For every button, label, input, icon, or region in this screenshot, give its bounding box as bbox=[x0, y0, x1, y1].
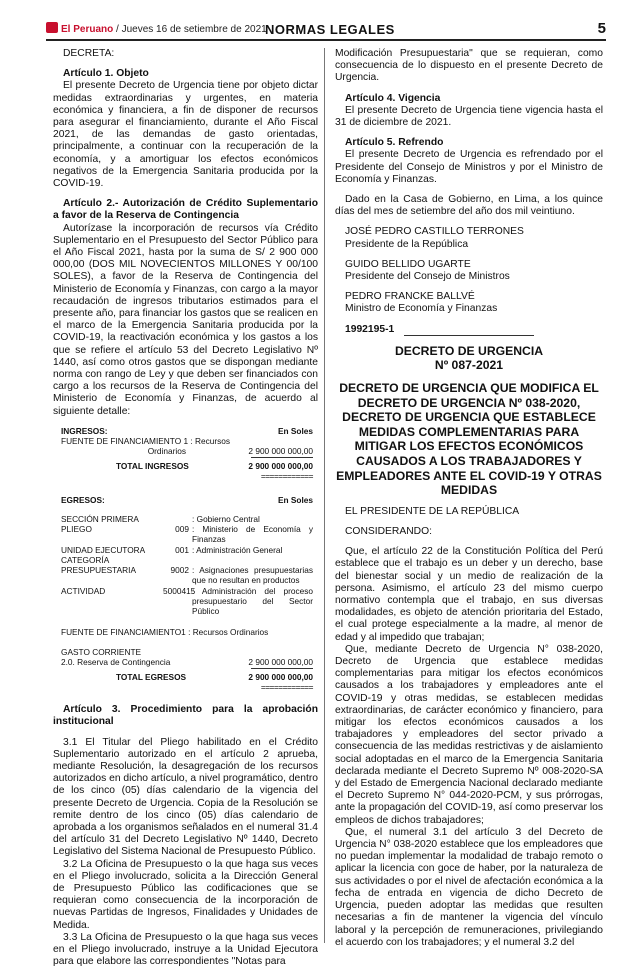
art1-title: Artículo 1. Objeto bbox=[63, 68, 149, 80]
ingresos-label: INGRESOS: bbox=[61, 425, 108, 436]
presidente-label: EL PRESIDENTE DE LA REPÚBLICA bbox=[345, 505, 520, 517]
brand-name: El Peruano bbox=[61, 24, 114, 35]
art3-2: 3.2 La Oficina de Presupuesto o la que haga sus veces en el Pliego involucrado, solicita a la Dirección General de Presupuesto Público las codificaciones que se requieran como consecuencia de la incorporación de nuevas Partidas de Ingresos, Finalidades y Unidades de Medida. bbox=[53, 858, 318, 931]
signer-2-role: Presidente del Consejo de Ministros bbox=[345, 271, 510, 283]
art4-title: Artículo 4. Vigencia bbox=[345, 92, 441, 104]
signer-3-name: PEDRO FRANCKE BALLVÉ bbox=[345, 291, 475, 303]
decreta-label: DECRETA: bbox=[63, 48, 115, 59]
reserva-contingencia: 2.0. Reserva de Contingencia bbox=[61, 657, 171, 668]
newspaper-logo-icon bbox=[46, 22, 58, 33]
total-egresos: 2 900 000 000,00 bbox=[248, 671, 313, 682]
art5-title: Artículo 5. Refrendo bbox=[345, 137, 444, 149]
eg-k1: PLIEGO bbox=[61, 523, 92, 534]
header-left bbox=[46, 22, 267, 35]
ingresos-eqline: ============ bbox=[260, 471, 313, 482]
egresos-fuente: FUENTE DE FINANCIAMIENTO1 : Recursos Ordinarios bbox=[61, 626, 269, 637]
du-title: DECRETO DE URGENCIA bbox=[394, 343, 544, 358]
art3-3: 3.3 La Oficina de Presupuesto o la que haga sus veces en el Pliego involucrado, instruye a la Unidad Ejecutora para que elabore las correspondientes "Notas para bbox=[53, 931, 318, 968]
right-column bbox=[335, 48, 603, 949]
publication-code: 1992195-1 bbox=[345, 323, 395, 335]
art3-1: 3.1 El Titular del Pliego habilitado en el Crédito Suplementario autorizado en el artículo 2 aprueba, mediante Resolución, la desagregación de los recursos autorizados en dicho artículo, a nivel programático, dentro de los cinco (05) días calendario de la vigencia del presente Decreto de Urgencia. Copia de la Resolución se remite dentro de los cinco (05) días calendario de aprobada a los organismos señalados en el numeral 31.4 del artículo 31 del Decreto Legislativo Nº 1440, Decreto Legislativo del Sistema Nacional de Presupuesto Público. bbox=[53, 736, 319, 858]
egresos-sum-line bbox=[251, 668, 313, 669]
ingresos-fuente: FUENTE DE FINANCIAMIENTO 1 : Recursos bbox=[61, 436, 231, 447]
art3-title: Artículo 3. Procedimiento para la aprobación institucional bbox=[53, 704, 318, 728]
art5-body: El presente Decreto de Urgencia es refrendado por el Presidente del Consejo de Ministros y por el Ministro de Economía y Finanzas. bbox=[335, 149, 603, 185]
issue-date: / Jueves 16 de setiembre de 2021 bbox=[116, 24, 267, 35]
art2-body: Autorízase la incorporación de recursos vía Crédito Suplementario en el Presupuesto del Sector Público para el Año Fiscal 2021, hasta por la suma de S/ 2 900 000 000,00 (DOS MIL NOVECIENTOS MILLONES Y 00/100 SOLES), a favor de la Reserva de Contingencia del Ministerio de Economía y Finanzas, con cargo a la mayor recaudación de ingresos tributarios estimados para el presente año, para financiar los gastos que se realicen en el marco de la Emergencia Sanitaria producida por la COVID-19, la reactivación económica y los gastos a los que se refiere el artículo 53 del Decreto Legislativo Nº 1440, así como otros gastos que se dispongan mediante norma con rango de Ley y que deben ser financiados con cargo a los recursos de la Reserva de Contingencia del Ministerio de Economía y Finanzas, de acuerdo al siguiente detalle: bbox=[53, 222, 318, 417]
considerando-1: Que, el artículo 22 de la Constitución Política del Perú establece que el trabajo es un deber y un derecho, base del bienestar social y un medio de realización de la persona. Asimismo, el artículo 23 del mismo cuerpo normativo contempla que el trabajo, en sus diversas modalidades, es objeto de atención prioritaria del Estado, el cual protege especialmente a la madre, al menor de edad y al impedido que trabajan; bbox=[335, 546, 603, 643]
signer-3-role: Ministro de Economía y Finanzas bbox=[345, 303, 498, 315]
total-ingresos-label: TOTAL INGRESOS bbox=[116, 460, 189, 471]
eg-k2: UNIDAD EJECUTORA bbox=[61, 544, 146, 555]
signer-2-name: GUIDO BELLIDO UGARTE bbox=[345, 258, 471, 270]
section-title: NORMAS LEGALES bbox=[265, 22, 395, 37]
considerando-2: Que, mediante Decreto de Urgencia N° 038-2020, Decreto de Urgencia que establece medidas complementarias para mitigar los efectos económicos causados a los trabajadores y empleadores ante el COVID-19 y otras medidas, se establecen medidas extraordinarias, de carácter económico y financiero, para mitigar los efectos económicos causados a los trabajadores y empleadores del sector privado a consecuencia de las medidas restrictivas y de aislamiento social adoptadas en el marco de la Emergencia Sanitaria declarada mediante el Decreto Supremo Nº 008-2020-SA y del Estado de Emergencia Nacional declarado mediante el Decreto Supremo N° 044-2020-PCM, y sus prórrogas, ante la propagación del COVID-19, así como preservar los empleos de dichos trabajadores; bbox=[335, 643, 603, 826]
egresos-amount: 2 900 000 000,00 bbox=[248, 657, 313, 668]
art4-body: El presente Decreto de Urgencia tiene vigencia hasta el 31 de diciembre de 2021. bbox=[335, 104, 603, 129]
gasto-corriente: GASTO CORRIENTE bbox=[61, 646, 142, 657]
page-number: 5 bbox=[597, 20, 606, 37]
page-header bbox=[46, 22, 606, 40]
total-ingresos: 2 900 000 000,00 bbox=[248, 460, 313, 471]
considerando-label: CONSIDERANDO: bbox=[345, 526, 432, 537]
art1-body: El presente Decreto de Urgencia tiene por objeto dictar medidas extraordinarias y urgentes, en materia económica y financiera, a fin de disponer de recursos para asegurar el financiamiento, durante el Año Fiscal 2021, de las demandas de gasto orientadas, principalmente, a continuar con la recuperación de la economía, y a amortiguar los efectos económicos negativos de la Emergencia Sanitaria producida por la COVID-19. bbox=[53, 80, 318, 190]
eg-k3: CATEGORÍA bbox=[61, 554, 110, 565]
du-heading: DECRETO DE URGENCIA QUE MODIFICA EL DECRETO DE URGENCIA Nº 038-2020, DECRETO DE URGENCIA QUE ESTABLECE MEDIDAS COMPLEMENTARIAS PARA MITIGAR LOS EFECTOS ECONÓMICOS CAUSADOS A LOS TRABAJADORES Y EMPLEADORES ANTE EL COVID-19 Y OTRAS MEDIDAS bbox=[336, 381, 602, 498]
eg-k5: ACTIVIDAD bbox=[61, 585, 106, 596]
continuation: Modificación Presupuestaria" que se requieran, como consecuencia de lo dispuesto en el presente Decreto de Urgencia. bbox=[335, 48, 603, 84]
ingresos-sum-line bbox=[251, 457, 313, 458]
ingresos-ordinarios: Ordinarios bbox=[147, 446, 186, 457]
header-rule bbox=[46, 39, 606, 41]
dado-en-lima: Dado en la Casa de Gobierno, en Lima, a los quince días del mes de setiembre del año dos mil veintiuno. bbox=[335, 194, 603, 218]
signer-1-name: JOSÉ PEDRO CASTILLO TERRONES bbox=[345, 226, 524, 238]
ingresos-table: INGRESOS: En Soles FUENTE DE FINANCIAMIENTO 1 : Recursos Ordinarios 2 900 000 000,00 TOTAL INGRESOS 2 900 000 000,00 ============ EGRESOS: En Soles SECCIÓN PRIMERA : Gobierno Central PLIEGO 009 : Ministerio de Economía y Finanzas UNIDAD EJECUTORA 001 : Administración General CATEGORÍA PRESUPUESTARIA 9002 : Asignaciones presupuestarias que no resultan en productos ACTIVIDAD 5000415 : Administración del proceso presupuestario del Sector Público FUENTE DE FINANCIAMIENTO1 : Recursos Ordinarios GASTO CORRIENTE 2.0. Reserva de Contingencia 2 900 000 000,00 TOTAL EGRESOS 2 900 000 000,00 ============ bbox=[61, 425, 313, 692]
left-column bbox=[53, 48, 318, 968]
egresos-label: EGRESOS: bbox=[61, 495, 105, 506]
egresos-eqline: ============ bbox=[260, 681, 313, 692]
considerando-3: Que, el numeral 3.1 del artículo 3 del Decreto de Urgencia N° 038-2020 establece que los empleadores que no puedan implementar la modalidad de trabajo remoto o aplicar la licencia con goce de haber, por la naturaleza de sus actividades o por el nivel de afectación económica a la fecha de entrada en vigencia de dicho Decreto de Urgencia, pueden adoptar las medidas que resulten necesarias a fin de mantener la vigencia del vínculo laboral y la percepción de remuneraciones, privilegiando el acuerdo con los trabajadores; y el numeral 3.2 del bbox=[335, 826, 603, 948]
signer-1-role: Presidente de la República bbox=[345, 238, 469, 250]
du-number: Nº 087-2021 bbox=[434, 358, 504, 373]
column-divider bbox=[324, 48, 325, 943]
eg-k0: SECCIÓN PRIMERA bbox=[61, 513, 139, 524]
egresos-unit: En Soles bbox=[277, 495, 313, 506]
ingresos-unit: En Soles bbox=[277, 425, 313, 436]
art2-title: Artículo 2.- Autorización de Crédito Suplementario a favor de la Reserva de Contingencia bbox=[53, 198, 318, 222]
ingresos-amount: 2 900 000 000,00 bbox=[248, 446, 313, 457]
eg-k4: PRESUPUESTARIA bbox=[61, 565, 136, 576]
total-egresos-label: TOTAL EGRESOS bbox=[116, 671, 187, 682]
